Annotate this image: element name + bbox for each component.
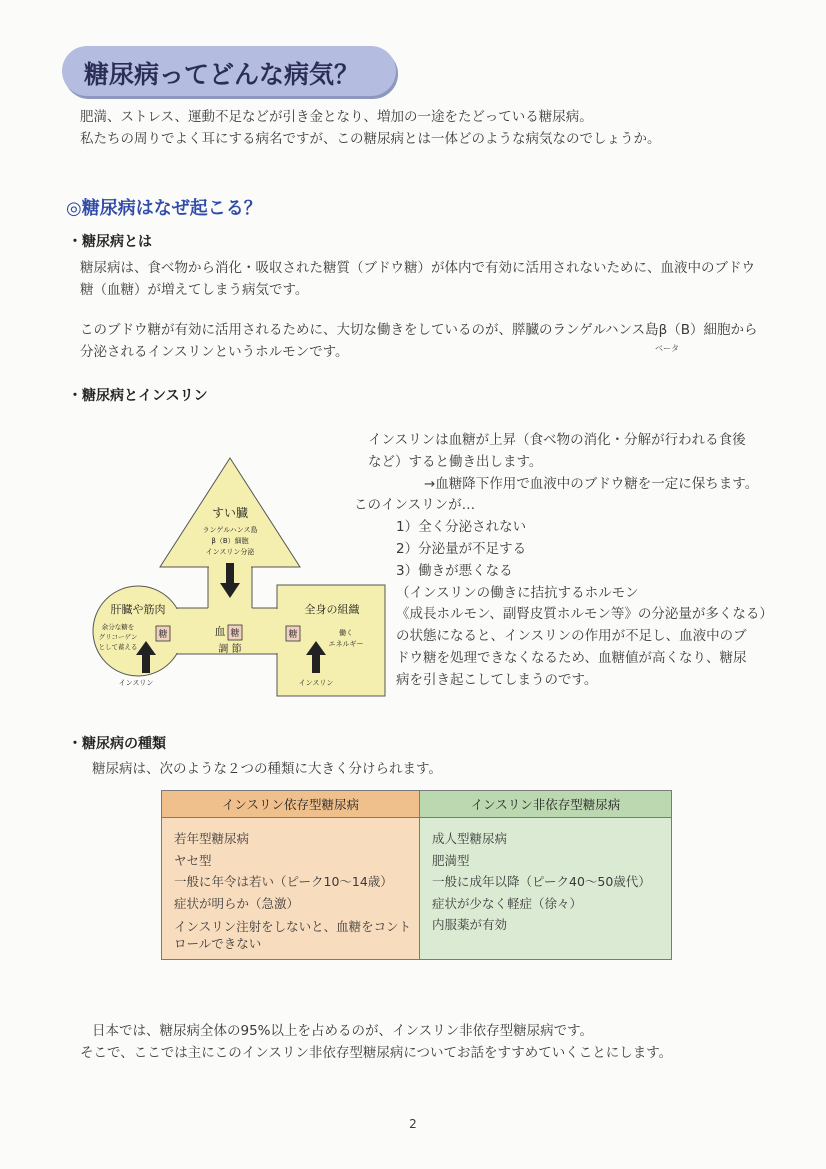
beta-ruby: ベータ xyxy=(655,344,679,353)
list-item: 症状が明らか（急激） xyxy=(174,895,300,911)
closing-line-1: 日本では、糖尿病全体の95%以上を占めるのが、インスリン非依存型糖尿病です。 xyxy=(92,1023,594,1039)
liver-sub-2: グリコーゲン xyxy=(98,633,138,641)
list-item: 若年型糖尿病 xyxy=(174,831,250,846)
insulin-text-line-11: ドウ糖を処理できなくなるため、血糖値が高くなり、糖尿 xyxy=(396,650,747,666)
list-item: ヤセ型 xyxy=(174,852,212,868)
list-item: 症状が少なく軽症（徐々） xyxy=(432,895,583,911)
pancreas-sub-1: ランゲルハンス島 xyxy=(202,526,258,534)
page-number: 2 xyxy=(409,1117,417,1131)
list-item: インスリン注射をしないと、血糖をコント xyxy=(174,919,412,934)
list-item: 一般に成年以降（ピーク40～50歳代） xyxy=(432,874,651,889)
insulin-text-line-12: 病を引き起こしてしまうのです。 xyxy=(396,672,598,688)
insulin-text-line-6: 2）分泌量が不足する xyxy=(396,541,527,557)
insulin-text-line-5: 1）全く分泌されない xyxy=(396,519,527,535)
body-sub-2: エネルギー xyxy=(328,640,364,648)
insulin-text-line-4: このインスリンが… xyxy=(354,497,476,513)
insulin-text-line-1: インスリンは血糖が上昇（食べ物の消化・分解が行われる食後 xyxy=(368,432,746,448)
list-item: 成人型糖尿病 xyxy=(432,831,508,846)
insulin-heading: ・糖尿病とインスリン xyxy=(68,388,208,404)
page-title: 糖尿病ってどんな病気？ xyxy=(84,60,360,89)
intro-line-2: 私たちの周りでよく耳にする病名ですが、この糖尿病とは一体どのような病気なのでしょうか。 xyxy=(80,131,661,147)
insulin-text-line-3: →血糖降下作用で血液中のブドウ糖を一定に保ちます。 xyxy=(424,476,759,492)
pancreas-sub-2: β（B）細胞 xyxy=(211,537,249,545)
liver-sub-1: 余分な糖を xyxy=(101,623,135,631)
liver-sugar-label: 糖 xyxy=(158,630,168,640)
section-heading: ◎糖尿病はなぜ起こる？ xyxy=(66,198,262,219)
title-banner xyxy=(62,46,396,96)
center-adjust-label: 調 節 xyxy=(218,644,242,655)
what-is-heading: ・糖尿病とは xyxy=(68,234,152,250)
liver-insulin-label: インスリン xyxy=(118,679,154,687)
type1-cell xyxy=(162,818,420,960)
col-header-type2: インスリン非依存型糖尿病 xyxy=(420,791,672,818)
types-intro: 糖尿病は、次のような２つの種類に大きく分けられます。 xyxy=(92,761,442,777)
center-blood-label: 血 xyxy=(214,625,226,638)
center-sugar-label: 糖 xyxy=(230,629,240,639)
diabetes-types-table xyxy=(161,790,672,960)
insulin-text-line-8: （インスリンの働きに拮抗するホルモン xyxy=(396,585,639,601)
list-item: 肥満型 xyxy=(432,852,470,868)
types-heading: ・糖尿病の種類 xyxy=(68,736,166,752)
list-item: ロールできない xyxy=(174,936,262,951)
what-is-paragraph-2: このブドウ糖が有効に活用されるために、大切な働きをしているのが、膵臓のランゲルハンス島β（B）細胞から分泌されるインスリンというホルモンです。 xyxy=(80,322,758,360)
body-title: 全身の組織 xyxy=(304,603,360,616)
body-insulin-label: インスリン xyxy=(298,679,334,687)
what-is-paragraph-1: 糖尿病は、食べ物から消化・吸収された糖質（ブドウ糖）が体内で有効に活用されないために、血液中のブドウ糖（血糖）が増えてしまう病気です。 xyxy=(80,260,755,298)
col-header-type1: インスリン依存型糖尿病 xyxy=(162,791,420,818)
insulin-text-line-7: 3）働きが悪くなる xyxy=(396,563,513,579)
insulin-text-line-10: の状態になると、インスリンの作用が不足し、血液中のブ xyxy=(396,628,747,644)
list-item: 一般に年令は若い（ピーク10～14歳） xyxy=(174,874,393,889)
insulin-diagram xyxy=(90,455,390,700)
closing-line-2: そこで、ここでは主にこのインスリン非依存型糖尿病についてお話をすすめていくことにします。 xyxy=(80,1045,673,1061)
liver-sub-3: として蓄える xyxy=(98,643,138,651)
type2-cell xyxy=(420,818,672,960)
liver-title: 肝臓や筋肉 xyxy=(110,603,166,616)
list-item: 内服薬が有効 xyxy=(432,917,508,932)
insulin-text-line-9: 《成長ホルモン、副腎皮質ホルモン等》の分泌量が多くなる） xyxy=(396,606,773,622)
pancreas-title: すい臓 xyxy=(211,506,249,520)
table-row xyxy=(162,818,672,960)
body-sub-1: 働く xyxy=(339,629,353,637)
table-header-row xyxy=(162,791,672,818)
pancreas-sub-3: インスリン分泌 xyxy=(205,548,255,556)
body-sugar-label: 糖 xyxy=(288,630,298,640)
intro-line-1: 肥満、ストレス、運動不足などが引き金となり、増加の一途をたどっている糖尿病。 xyxy=(80,109,593,125)
insulin-text-line-2: など）すると働き出します。 xyxy=(368,454,543,470)
